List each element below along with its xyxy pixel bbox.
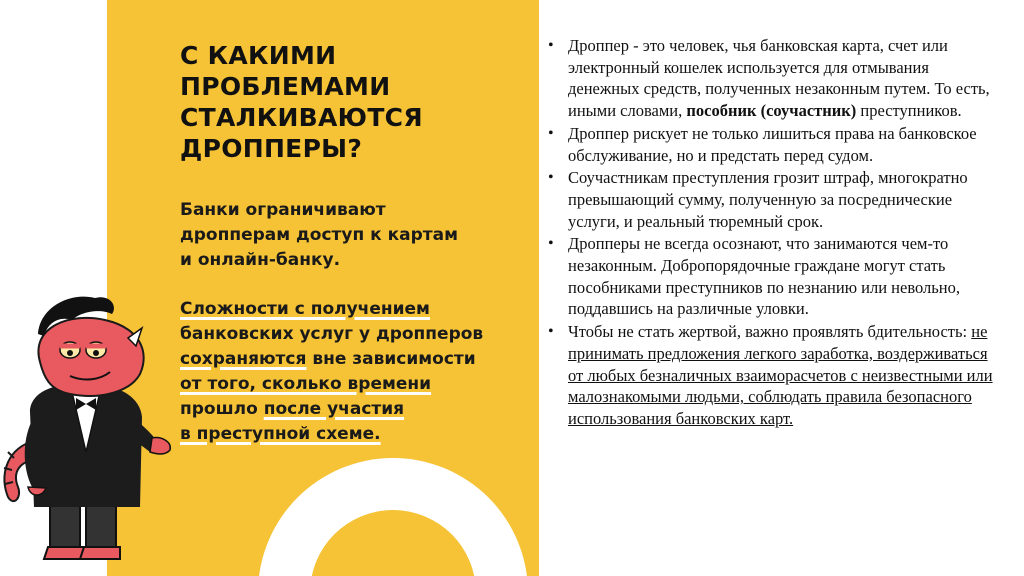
text: банковских услуг у дропперов [180, 324, 484, 344]
highlight: после участия [263, 399, 405, 419]
subtitle-line [180, 374, 431, 394]
subtitle-line [180, 349, 476, 369]
subtitle-line: и онлайн-банку. [180, 250, 341, 270]
text: Дроппер рискует не только лишиться права на банковское обслуживание, но и предстать перед судом. [568, 123, 977, 165]
list-item [548, 35, 998, 122]
subtitle-line: Банки ограничивают [180, 200, 386, 220]
list-item [548, 167, 998, 232]
text: прошло [180, 399, 264, 419]
subtitle-line [180, 424, 381, 444]
text: Дроппер - это человек, чья банковская карта, счет или электронный кошелек используется для отмывания денежных средств, полученных незаконным путем. То есть, иными словами, [568, 36, 990, 121]
subtitle-line [180, 324, 483, 344]
subtitle-banks-restrict [180, 198, 510, 273]
text: преступников. [856, 101, 962, 121]
highlight: в преступной схеме. [180, 424, 381, 444]
list-item [548, 233, 998, 320]
dragon-mascot-icon [0, 292, 180, 576]
subtitle-line [180, 399, 404, 419]
title-line: С КАКИМИ [180, 41, 337, 70]
underlined-text: не принимать предложения легкого заработка, воздерживаться от любых безналичных взаиморасчетов с неизвестными или малознакомыми людьми, соблюдать правила безопасного использования банковских карт. [568, 322, 993, 428]
content-text [548, 35, 998, 431]
text: Чтобы не стать жертвой, важно проявлять бдительность: [568, 322, 972, 342]
bold-text: пособник (соучастник) [686, 101, 857, 121]
subtitle-line [180, 299, 430, 319]
text: Дропперы не всегда осознают, что занимаются чем-то незаконным. Добропорядочные граждане могут стать пособниками преступников по незнанию или невольно, поддавшись на различные уловки. [568, 234, 961, 319]
title-line: ДРОППЕРЫ? [180, 134, 363, 163]
list-item [548, 123, 998, 166]
highlight: от того, сколько времени [180, 374, 432, 394]
bullet-list [548, 35, 998, 430]
list-item [548, 321, 998, 430]
highlight: сохраняются [180, 349, 307, 369]
title-line: СТАЛКИВАЮТСЯ [180, 103, 423, 132]
highlight: Сложности с получением [180, 299, 430, 319]
slide-title [180, 40, 510, 164]
text: Соучастникам преступления грозит штраф, многократно превышающий сумму, полученную за посреднические услуги, и реальный тюремный срок. [568, 168, 968, 231]
text: вне зависимости [306, 349, 476, 369]
title-line: ПРОБЛЕМАМИ [180, 72, 391, 101]
subtitle-line: дропперам доступ к картам [180, 225, 458, 245]
subtitle-difficulties [180, 297, 510, 447]
